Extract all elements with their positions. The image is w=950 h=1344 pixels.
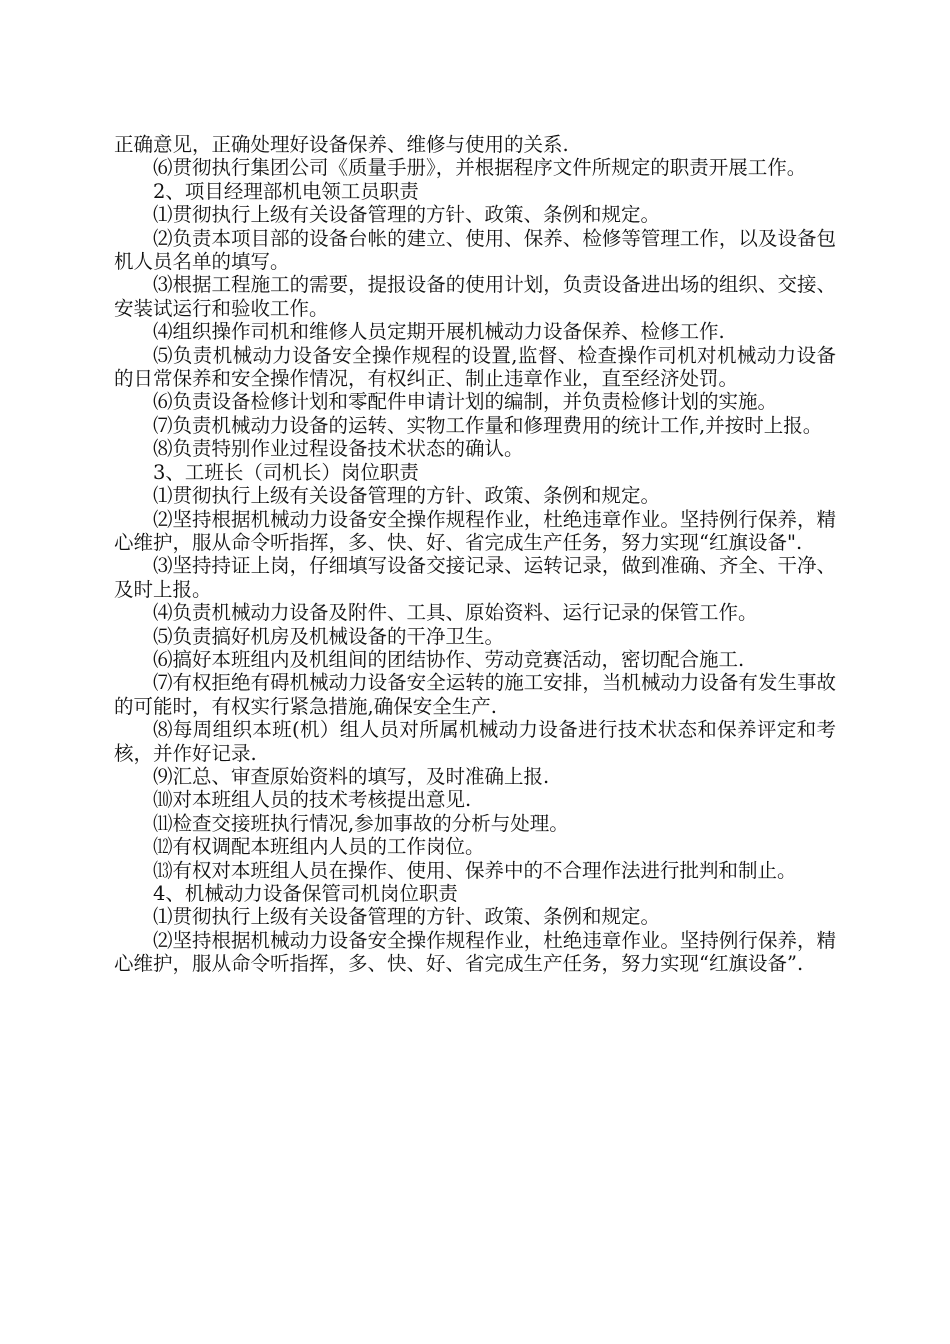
paragraph: ⑻每周组织本班(机）组人员对所属机械动力设备进行技术状态和保养评定和考核，并作好记录. bbox=[114, 718, 836, 765]
paragraph: ⑴贯彻执行上级有关设备管理的方针、政策、条例和规定。 bbox=[153, 905, 661, 929]
paragraph: ⑵负责本项目部的设备台帐的建立、使用、保养、检修等管理工作，以及设备包机人员名单的填写。 bbox=[114, 226, 836, 274]
paragraph: ⑿有权调配本班组内人员的工作岗位。 bbox=[153, 835, 485, 859]
paragraph: ⑸负责机械动力设备安全操作规程的设置,监督、检查操作司机对机械动力设备的日常保养和安全操作情况，有权纠正、制止违章作业，直至经济处罚。 bbox=[114, 343, 836, 391]
paragraph: ⑻负责特别作业过程设备技术状态的确认。 bbox=[153, 437, 524, 461]
paragraph: ⑼汇总、审查原始资料的填写，及时准确上报. bbox=[153, 764, 550, 788]
paragraph: 2、项目经理部机电领工员职责 bbox=[153, 179, 419, 203]
paragraph: ⑵坚持根据机械动力设备安全操作规程作业，杜绝违章作业。坚持例行保养，精心维护，服从命令听指挥，多、快、好、省完成生产任务，努力实现“红旗设备”. bbox=[114, 928, 836, 976]
paragraph: ⑽对本班组人员的技术考核提出意见. bbox=[153, 788, 472, 812]
paragraph: ⑶坚持持证上岗，仔细填写设备交接记录、运转记录，做到准确、齐全、干净、及时上报。 bbox=[114, 554, 836, 601]
paragraph: ⑷负责机械动力设备及附件、工具、原始资料、运行记录的保管工作。 bbox=[153, 601, 758, 625]
paragraph: ⑴贯彻执行上级有关设备管理的方针、政策、条例和规定。 bbox=[153, 203, 661, 227]
paragraph: ⑹负责设备检修计划和零配件申请计划的编制，并负责检修计划的实施。 bbox=[153, 390, 778, 414]
paragraph: ⑴贯彻执行上级有关设备管理的方针、政策、条例和规定。 bbox=[153, 484, 661, 508]
paragraph: ⑺负责机械动力设备的运转、实物工作量和修理费用的统计工作,并按时上报。 bbox=[153, 413, 823, 437]
paragraph: ⑸负责搞好机房及机械设备的干净卫生。 bbox=[153, 624, 505, 648]
paragraph: ⑹搞好本班组内及机组间的团结协作、劳动竞赛活动，密切配合施工. bbox=[153, 647, 745, 671]
document-page bbox=[114, 133, 836, 976]
paragraph: ⑷组织操作司机和维修人员定期开展机械动力设备保养、检修工作. bbox=[153, 320, 725, 344]
paragraph: ⒀有权对本班组人员在操作、使用、保养中的不合理作法进行批判和制止。 bbox=[153, 858, 797, 882]
paragraph: 3、工班长（司机长）岗位职责 bbox=[153, 460, 419, 484]
paragraph: ⑹贯彻执行集团公司《质量手册》，并根据程序文件所规定的职责开展工作。 bbox=[153, 156, 807, 180]
paragraph: ⑺有权拒绝有碍机械动力设备安全运转的施工安排，当机械动力设备有发生事故的可能时，有权实行紧急措施,确保安全生产. bbox=[114, 671, 836, 718]
paragraph: 4、机械动力设备保管司机岗位职责 bbox=[153, 882, 458, 905]
paragraph: ⑵坚持根据机械动力设备安全操作规程作业，杜绝违章作业。坚持例行保养，精心维护，服从命令听指挥，多、快、好、省完成生产任务，努力实现“红旗设备". bbox=[114, 507, 836, 554]
paragraph: ⑾检查交接班执行情况,参加事故的分析与处理。 bbox=[153, 811, 569, 835]
paragraph: 正确意见，正确处理好设备保养、维修与使用的关系. bbox=[114, 133, 569, 156]
paragraph: ⑶根据工程施工的需要，提报设备的使用计划，负责设备进出场的组织、交接、安装试运行和验收工作。 bbox=[114, 273, 836, 320]
